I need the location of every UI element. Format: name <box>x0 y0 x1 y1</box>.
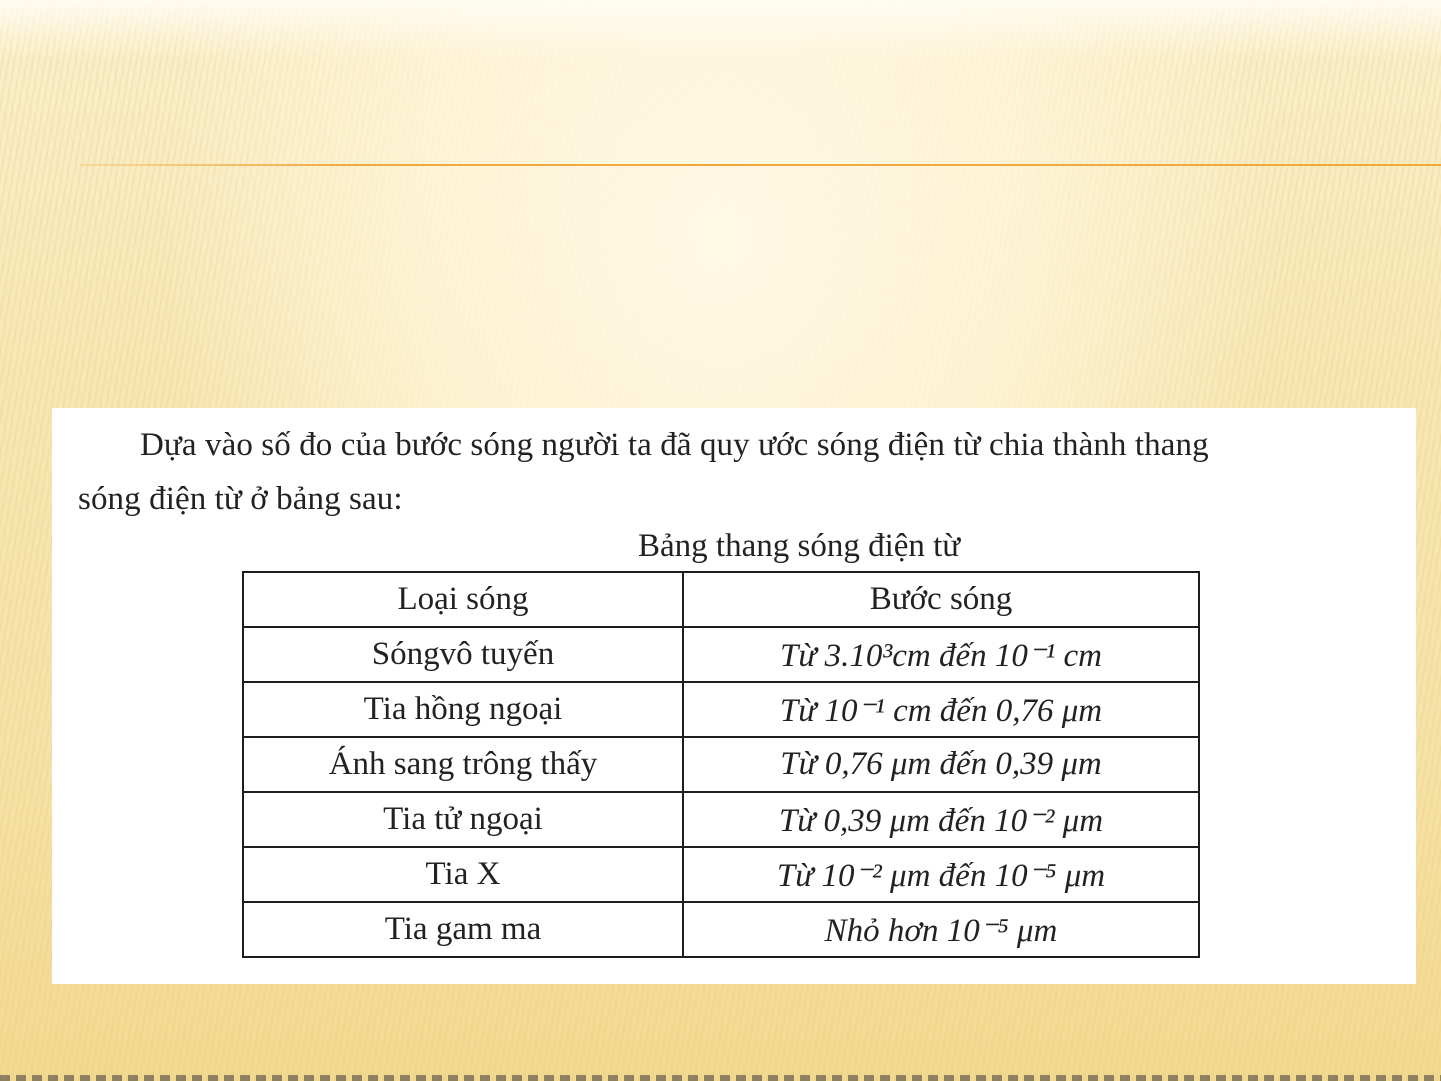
wavelength-cell: Nhỏ hơn 10⁻⁵ μm <box>683 902 1199 957</box>
table-row <box>243 847 1199 902</box>
content-image <box>52 408 1416 984</box>
wave-type-cell: Tia hồng ngoại <box>243 682 683 737</box>
wave-table <box>242 571 1200 958</box>
slide-top-highlight <box>0 0 1441 60</box>
wavelength-cell: Từ 10⁻¹ cm đến 0,76 μm <box>683 682 1199 737</box>
wave-type-cell: Tia gam ma <box>243 902 683 957</box>
wave-type-cell: Ánh sang trông thấy <box>243 737 683 792</box>
wavelength-cell: Từ 0,76 μm đến 0,39 μm <box>683 737 1199 792</box>
table-row <box>243 627 1199 682</box>
wavelength-cell: Từ 3.10³cm đến 10⁻¹ cm <box>683 627 1199 682</box>
table-row <box>243 902 1199 957</box>
table-row <box>243 792 1199 847</box>
header-wave-type: Loại sóng <box>243 572 683 627</box>
table-row <box>243 737 1199 792</box>
wave-type-cell: Tia X <box>243 847 683 902</box>
title-divider-line <box>80 164 1441 166</box>
wave-type-cell: Tia tử ngoại <box>243 792 683 847</box>
table-row <box>243 682 1199 737</box>
wavelength-cell: Từ 0,39 μm đến 10⁻² μm <box>683 792 1199 847</box>
wave-type-cell: Sóngvô tuyến <box>243 627 683 682</box>
intro-paragraph <box>78 418 1408 526</box>
bottom-dashed-border <box>0 1075 1441 1081</box>
wavelength-cell: Từ 10⁻² μm đến 10⁻⁵ μm <box>683 847 1199 902</box>
header-wavelength: Bước sóng <box>683 572 1199 627</box>
intro-line-2: sóng điện từ ở bảng sau: <box>78 481 403 517</box>
intro-line-1: Dựa vào số đo của bước sóng người ta đã quy ước sóng điện từ chia thành thang <box>140 427 1209 463</box>
table-title: Bảng thang sóng điện từ <box>638 528 961 564</box>
table-header-row <box>243 572 1199 627</box>
